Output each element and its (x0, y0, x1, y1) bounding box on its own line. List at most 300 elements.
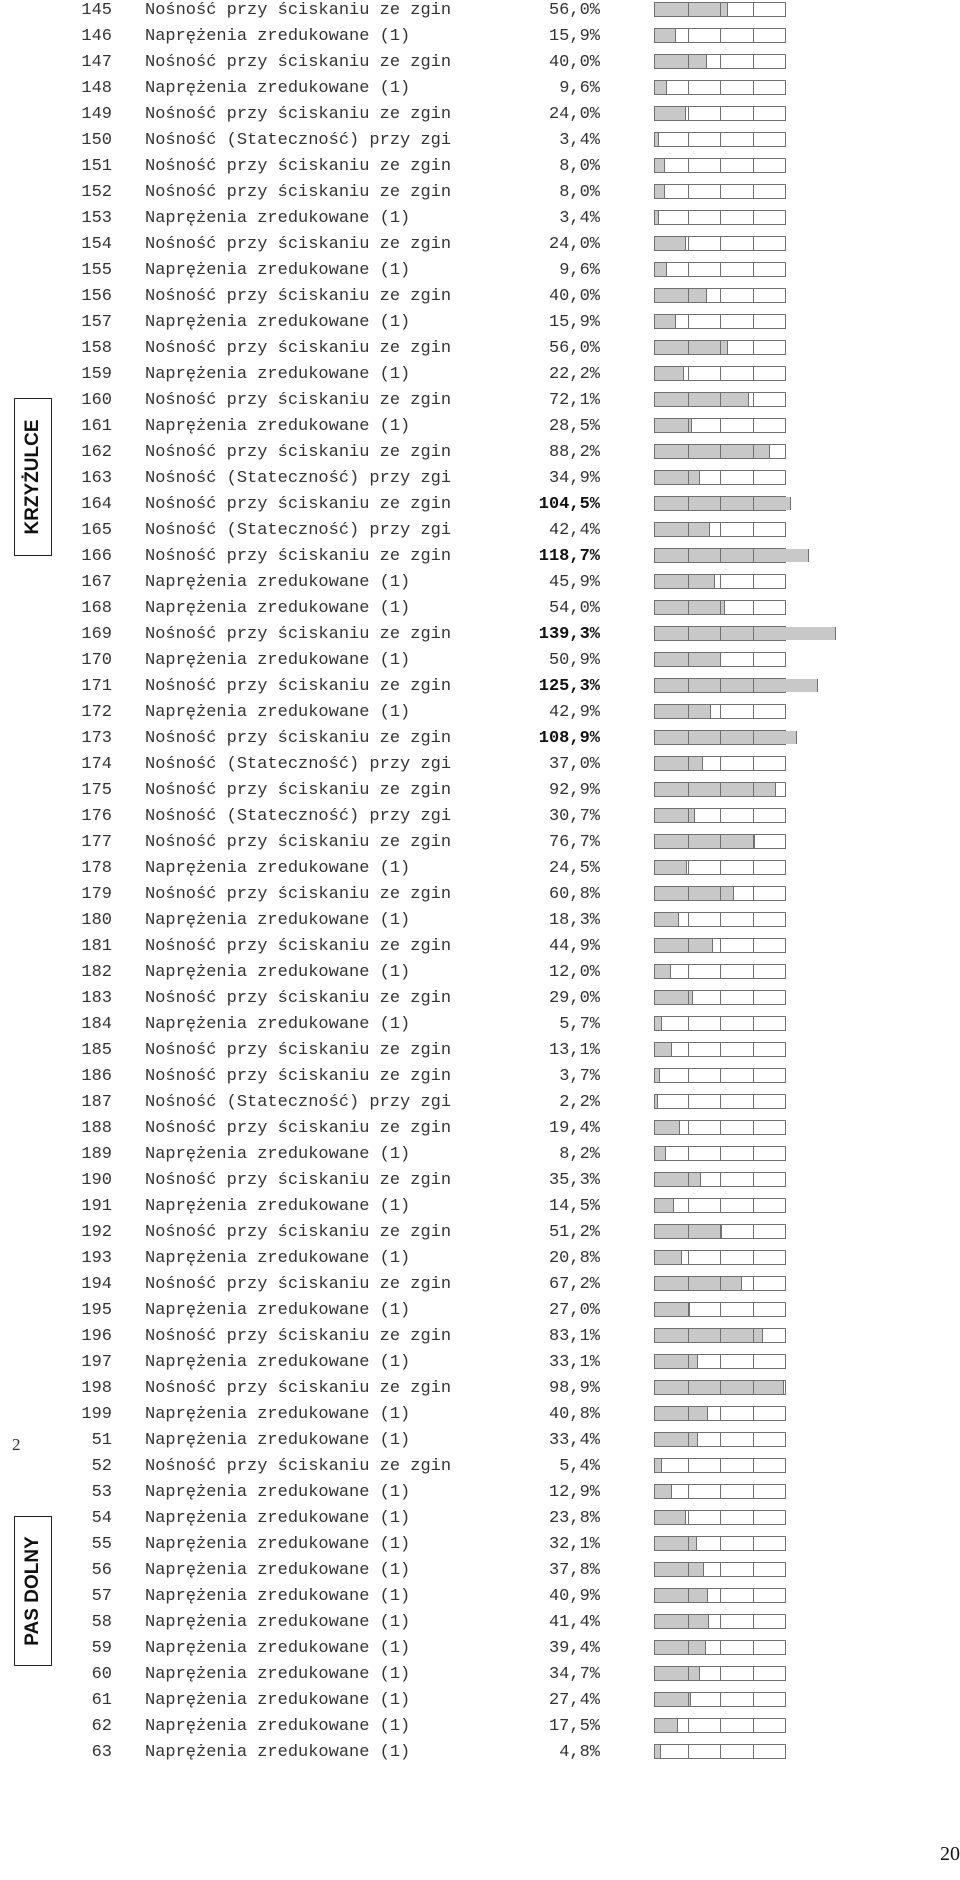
row-description: Naprężenia zredukowane (1) (145, 573, 411, 592)
utilization-bar-fill (655, 1511, 686, 1524)
row-description: Nośność przy ściskaniu ze zgin (145, 1067, 452, 1086)
utilization-bar-fill (655, 1667, 700, 1680)
table-row (0, 1378, 960, 1404)
table-row (0, 1404, 960, 1430)
row-percentage: 40,0% (548, 287, 600, 306)
row-number: 177 (81, 833, 112, 852)
bar-gridline (720, 1277, 721, 1290)
utilization-bar-fill (655, 1485, 672, 1498)
bar-gridline (753, 1485, 754, 1498)
utilization-bar (654, 912, 786, 927)
utilization-bar (654, 704, 786, 719)
row-percentage: 8,0% (559, 157, 600, 176)
utilization-bar-fill (655, 757, 703, 770)
utilization-bar (654, 938, 786, 953)
section-pas-dolny (14, 1516, 52, 1666)
row-number: 165 (81, 521, 112, 540)
row-number: 58 (91, 1613, 112, 1632)
utilization-bar-fill (655, 1563, 704, 1576)
bar-gridline (688, 1355, 689, 1368)
bar-gridline (720, 55, 721, 68)
bar-gridline (753, 1121, 754, 1134)
row-description: Naprężenia zredukowane (1) (145, 1483, 411, 1502)
row-description: Naprężenia zredukowane (1) (145, 313, 411, 332)
bar-gridline (688, 367, 689, 380)
row-description: Nośność przy ściskaniu ze zgin (145, 495, 452, 514)
utilization-bar (654, 1302, 786, 1317)
row-percentage: 42,4% (548, 521, 600, 540)
row-percentage: 108,9% (538, 729, 600, 748)
table-row (0, 1586, 960, 1612)
bar-gridline (688, 1251, 689, 1264)
utilization-bar (654, 184, 786, 199)
utilization-bar-fill (655, 1277, 742, 1290)
row-description: Nośność (Stateczność) przy zgi (145, 521, 452, 540)
utilization-bar (654, 470, 786, 485)
utilization-bar (654, 314, 786, 329)
row-description: Nośność przy ściskaniu ze zgin (145, 1327, 452, 1346)
utilization-bar (654, 964, 786, 979)
bar-gridline (688, 835, 689, 848)
row-description: Nośność przy ściskaniu ze zgin (145, 937, 452, 956)
row-percentage: 24,5% (548, 859, 600, 878)
bar-gridline (720, 1693, 721, 1706)
bar-gridline (720, 419, 721, 432)
bar-gridline (753, 289, 754, 302)
row-description: Nośność przy ściskaniu ze zgin (145, 1119, 452, 1138)
utilization-bar-fill (655, 1355, 698, 1368)
bar-gridline (688, 1225, 689, 1238)
row-description: Naprężenia zredukowane (1) (145, 1145, 411, 1164)
table-row (0, 390, 960, 416)
row-percentage: 17,5% (548, 1717, 600, 1736)
utilization-bar (654, 210, 786, 225)
bar-gridline (688, 991, 689, 1004)
utilization-bar-fill (655, 1589, 708, 1602)
bar-gridline (753, 913, 754, 926)
bar-gridline (753, 1615, 754, 1628)
table-row (0, 1482, 960, 1508)
utilization-bar (654, 1276, 786, 1291)
bar-gridline (753, 419, 754, 432)
utilization-bar (654, 1588, 786, 1603)
utilization-bar-fill (655, 497, 791, 510)
bar-gridline (720, 237, 721, 250)
table-row (0, 182, 960, 208)
row-percentage: 42,9% (548, 703, 600, 722)
bar-gridline (720, 497, 721, 510)
row-description: Naprężenia zredukowane (1) (145, 911, 411, 930)
row-percentage: 19,4% (548, 1119, 600, 1138)
bar-gridline (688, 731, 689, 744)
row-percentage: 41,4% (548, 1613, 600, 1632)
row-description: Nośność przy ściskaniu ze zgin (145, 1379, 452, 1398)
row-number: 194 (81, 1275, 112, 1294)
bar-gridline (753, 367, 754, 380)
bar-gridline (688, 211, 689, 224)
bar-gridline (753, 1095, 754, 1108)
utilization-bar-fill (655, 3, 728, 16)
row-percentage: 67,2% (548, 1275, 600, 1294)
bar-gridline (720, 601, 721, 614)
table-row (0, 0, 960, 26)
row-number: 193 (81, 1249, 112, 1268)
row-description: Naprężenia zredukowane (1) (145, 1431, 411, 1450)
row-percentage: 18,3% (548, 911, 600, 930)
utilization-bar-fill (655, 1693, 691, 1706)
row-percentage: 32,1% (548, 1535, 600, 1554)
bar-gridline (720, 1017, 721, 1030)
utilization-bar (654, 236, 786, 251)
row-percentage: 14,5% (548, 1197, 600, 1216)
utilization-bar (654, 886, 786, 901)
bar-gridline (720, 133, 721, 146)
bar-gridline (753, 1459, 754, 1472)
bar-gridline (720, 393, 721, 406)
row-percentage: 13,1% (548, 1041, 600, 1060)
table-row (0, 1222, 960, 1248)
row-description: Nośność przy ściskaniu ze zgin (145, 1041, 452, 1060)
bar-gridline (720, 575, 721, 588)
bar-gridline (688, 1693, 689, 1706)
bar-gridline (688, 81, 689, 94)
row-description: Naprężenia zredukowane (1) (145, 365, 411, 384)
bar-gridline (688, 185, 689, 198)
bar-gridline (720, 471, 721, 484)
bar-gridline (688, 1017, 689, 1030)
bar-gridline (688, 263, 689, 276)
utilization-bar-fill (655, 601, 725, 614)
table-row (0, 78, 960, 104)
bar-gridline (688, 939, 689, 952)
bar-gridline (720, 653, 721, 666)
row-number: 180 (81, 911, 112, 930)
row-percentage: 56,0% (548, 1, 600, 20)
bar-gridline (753, 1641, 754, 1654)
row-percentage: 60,8% (548, 885, 600, 904)
utilization-bar-fill (655, 627, 836, 640)
row-description: Nośność przy ściskaniu ze zgin (145, 781, 452, 800)
bar-gridline (688, 419, 689, 432)
row-percentage: 15,9% (548, 313, 600, 332)
bar-gridline (753, 783, 754, 796)
table-row (0, 26, 960, 52)
row-number: 197 (81, 1353, 112, 1372)
table-row (0, 1300, 960, 1326)
utilization-bar (654, 730, 786, 745)
bar-gridline (753, 991, 754, 1004)
table-row (0, 130, 960, 156)
bar-gridline (720, 445, 721, 458)
utilization-bar (654, 262, 786, 277)
bar-gridline (753, 1277, 754, 1290)
bar-gridline (720, 1095, 721, 1108)
bar-gridline (720, 3, 721, 16)
utilization-bar (654, 28, 786, 43)
utilization-bar (654, 1614, 786, 1629)
utilization-bar (654, 1120, 786, 1135)
table-row (0, 962, 960, 988)
utilization-bar-fill (655, 393, 749, 406)
row-percentage: 72,1% (548, 391, 600, 410)
table-row (0, 910, 960, 936)
utilization-bar (654, 1146, 786, 1161)
row-number: 156 (81, 287, 112, 306)
bar-gridline (720, 861, 721, 874)
utilization-bar (654, 1406, 786, 1421)
row-description: Naprężenia zredukowane (1) (145, 1587, 411, 1606)
row-number: 157 (81, 313, 112, 332)
row-number: 190 (81, 1171, 112, 1190)
row-description: Nośność przy ściskaniu ze zgin (145, 1171, 452, 1190)
bar-gridline (753, 445, 754, 458)
row-description: Naprężenia zredukowane (1) (145, 1743, 411, 1762)
bar-gridline (753, 861, 754, 874)
row-number: 155 (81, 261, 112, 280)
utilization-bar (654, 1744, 786, 1759)
row-description: Nośność przy ściskaniu ze zgin (145, 729, 452, 748)
bar-gridline (753, 1043, 754, 1056)
row-percentage: 88,2% (548, 443, 600, 462)
table-row (0, 676, 960, 702)
utilization-bar (654, 1068, 786, 1083)
bar-gridline (720, 81, 721, 94)
row-number: 189 (81, 1145, 112, 1164)
row-number: 191 (81, 1197, 112, 1216)
bar-gridline (720, 887, 721, 900)
row-description: Naprężenia zredukowane (1) (145, 1561, 411, 1580)
utilization-bar (654, 1562, 786, 1577)
row-description: Nośność przy ściskaniu ze zgin (145, 625, 452, 644)
bar-gridline (688, 965, 689, 978)
utilization-bar (654, 1172, 786, 1187)
row-percentage: 4,8% (559, 1743, 600, 1762)
table-row (0, 702, 960, 728)
bar-gridline (688, 315, 689, 328)
bar-gridline (753, 1173, 754, 1186)
row-percentage: 37,0% (548, 755, 600, 774)
bar-gridline (720, 289, 721, 302)
row-number: 186 (81, 1067, 112, 1086)
bar-gridline (720, 1563, 721, 1576)
row-description: Nośność przy ściskaniu ze zgin (145, 339, 452, 358)
utilization-bar (654, 392, 786, 407)
utilization-bar (654, 574, 786, 589)
bar-gridline (753, 1199, 754, 1212)
bar-gridline (688, 1719, 689, 1732)
section-label-krzyzulce: KRZYŻULCE (22, 419, 43, 535)
bar-gridline (688, 1641, 689, 1654)
row-percentage: 33,4% (548, 1431, 600, 1450)
utilization-bar-fill (655, 861, 687, 874)
row-description: Naprężenia zredukowane (1) (145, 1691, 411, 1710)
bar-gridline (753, 1355, 754, 1368)
row-description: Naprężenia zredukowane (1) (145, 1509, 411, 1528)
table-row (0, 1040, 960, 1066)
utilization-bar-fill (655, 341, 728, 354)
row-percentage: 3,4% (559, 209, 600, 228)
bar-gridline (688, 705, 689, 718)
utilization-bar-fill (655, 1719, 678, 1732)
bar-gridline (688, 29, 689, 42)
utilization-bar (654, 1510, 786, 1525)
utilization-bar (654, 1666, 786, 1681)
bar-gridline (753, 1745, 754, 1758)
row-percentage: 24,0% (548, 105, 600, 124)
bar-gridline (720, 809, 721, 822)
bar-gridline (720, 1511, 721, 1524)
utilization-bar-fill (655, 1433, 698, 1446)
bar-gridline (688, 523, 689, 536)
utilization-bar (654, 106, 786, 121)
bar-gridline (753, 1017, 754, 1030)
utilization-bar (654, 782, 786, 797)
bar-gridline (688, 783, 689, 796)
bar-gridline (688, 809, 689, 822)
bar-gridline (720, 627, 721, 640)
utilization-bar (654, 1328, 786, 1343)
utilization-bar (654, 1016, 786, 1031)
utilization-bar-fill (655, 705, 711, 718)
row-number: 181 (81, 937, 112, 956)
bar-gridline (720, 939, 721, 952)
row-description: Nośność (Stateczność) przy zgi (145, 807, 452, 826)
utilization-bar-fill (655, 1095, 658, 1108)
table-row (0, 208, 960, 234)
bar-gridline (753, 601, 754, 614)
row-number: 185 (81, 1041, 112, 1060)
utilization-bar-fill (655, 81, 667, 94)
row-number: 146 (81, 27, 112, 46)
bar-gridline (720, 523, 721, 536)
utilization-bar (654, 158, 786, 173)
row-percentage: 50,9% (548, 651, 600, 670)
row-description: Naprężenia zredukowane (1) (145, 1015, 411, 1034)
utilization-bar-fill (655, 1251, 682, 1264)
bar-gridline (753, 939, 754, 952)
bar-gridline (688, 1277, 689, 1290)
table-row (0, 1612, 960, 1638)
bar-gridline (753, 185, 754, 198)
bar-gridline (720, 1485, 721, 1498)
row-percentage: 76,7% (548, 833, 600, 852)
table-row (0, 1092, 960, 1118)
row-percentage: 23,8% (548, 1509, 600, 1528)
bar-gridline (720, 705, 721, 718)
utilization-bar-fill (655, 1121, 680, 1134)
table-row (0, 858, 960, 884)
utilization-bar (654, 626, 786, 641)
row-description: Nośność przy ściskaniu ze zgin (145, 1223, 452, 1242)
table-row (0, 1014, 960, 1040)
bar-gridline (720, 1719, 721, 1732)
row-number: 178 (81, 859, 112, 878)
section-krzyzulce (14, 398, 52, 556)
table-row (0, 728, 960, 754)
row-percentage: 29,0% (548, 989, 600, 1008)
bar-gridline (720, 1251, 721, 1264)
utilization-bar (654, 2, 786, 17)
utilization-bar-fill (655, 731, 797, 744)
row-percentage: 139,3% (538, 625, 600, 644)
table-row (0, 1456, 960, 1482)
utilization-bar (654, 652, 786, 667)
utilization-bar-fill (655, 1043, 672, 1056)
utilization-bar (654, 522, 786, 537)
row-percentage: 83,1% (548, 1327, 600, 1346)
row-percentage: 45,9% (548, 573, 600, 592)
row-percentage: 34,9% (548, 469, 600, 488)
table-row (0, 884, 960, 910)
bar-gridline (720, 159, 721, 172)
utilization-bar (654, 1250, 786, 1265)
bar-gridline (688, 861, 689, 874)
row-number: 172 (81, 703, 112, 722)
bar-gridline (688, 1381, 689, 1394)
row-percentage: 12,9% (548, 1483, 600, 1502)
row-number: 61 (91, 1691, 112, 1710)
table-row (0, 988, 960, 1014)
row-percentage: 51,2% (548, 1223, 600, 1242)
row-percentage: 5,4% (559, 1457, 600, 1476)
bar-gridline (753, 1433, 754, 1446)
table-row (0, 338, 960, 364)
bar-gridline (720, 549, 721, 562)
table-row (0, 1690, 960, 1716)
bar-gridline (688, 1043, 689, 1056)
bar-gridline (688, 1121, 689, 1134)
bar-gridline (753, 107, 754, 120)
row-percentage: 8,0% (559, 183, 600, 202)
row-percentage: 39,4% (548, 1639, 600, 1658)
table-row (0, 1196, 960, 1222)
utilization-bar-fill (655, 29, 676, 42)
row-percentage: 40,9% (548, 1587, 600, 1606)
row-percentage: 92,9% (548, 781, 600, 800)
bar-gridline (753, 393, 754, 406)
bar-gridline (688, 1199, 689, 1212)
row-description: Nośność przy ściskaniu ze zgin (145, 989, 452, 1008)
utilization-bar (654, 80, 786, 95)
bar-gridline (688, 133, 689, 146)
table-row (0, 832, 960, 858)
table-row (0, 234, 960, 260)
row-number: 145 (81, 1, 112, 20)
row-number: 170 (81, 651, 112, 670)
row-percentage: 37,8% (548, 1561, 600, 1580)
row-description: Naprężenia zredukowane (1) (145, 651, 411, 670)
row-description: Nośność (Stateczność) przy zgi (145, 1093, 452, 1112)
row-description: Naprężenia zredukowane (1) (145, 1301, 411, 1320)
row-percentage: 3,7% (559, 1067, 600, 1086)
utilization-bar-fill (655, 289, 707, 302)
utilization-bar (654, 1224, 786, 1239)
bar-gridline (720, 1615, 721, 1628)
bar-gridline (720, 107, 721, 120)
bar-gridline (720, 1225, 721, 1238)
row-description: Naprężenia zredukowane (1) (145, 1353, 411, 1372)
bar-gridline (720, 783, 721, 796)
row-description: Nośność (Stateczność) przy zgi (145, 469, 452, 488)
table-row (0, 1144, 960, 1170)
utilization-bar-fill (655, 913, 679, 926)
row-percentage: 118,7% (538, 547, 600, 566)
utilization-bar (654, 548, 786, 563)
bar-gridline (688, 1511, 689, 1524)
bar-gridline (688, 1069, 689, 1082)
bar-gridline (753, 1693, 754, 1706)
row-description: Naprężenia zredukowane (1) (145, 1197, 411, 1216)
